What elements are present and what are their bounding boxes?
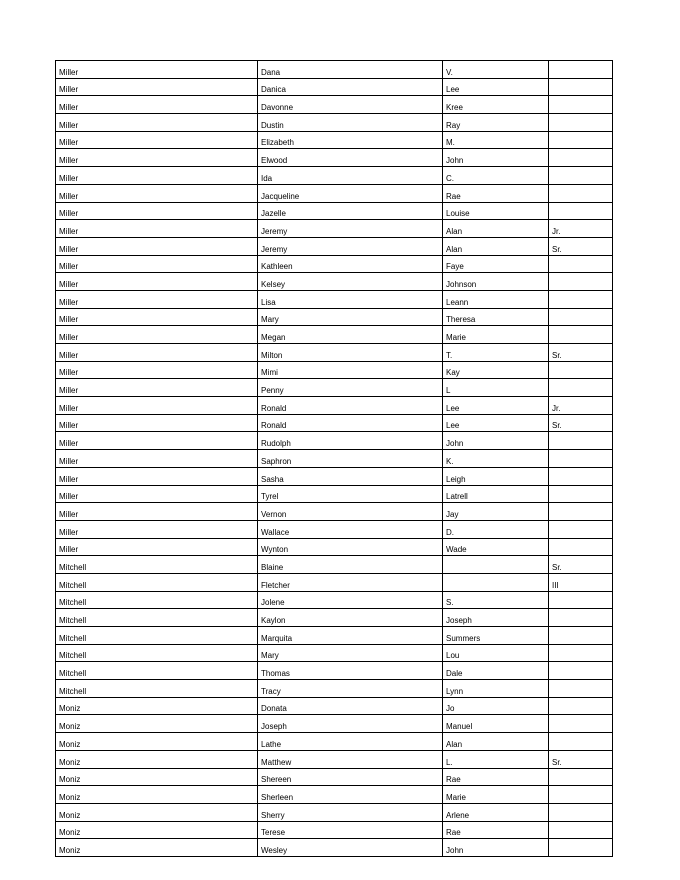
first-name-cell: Lathe xyxy=(258,733,443,751)
first-name-cell: Mimi xyxy=(258,361,443,379)
middle-name-cell: Lee xyxy=(443,397,549,415)
middle-name-cell: Wade xyxy=(443,538,549,556)
suffix-cell xyxy=(549,273,613,291)
last-name-cell: Moniz xyxy=(56,715,258,733)
suffix-cell xyxy=(549,78,613,96)
middle-name-cell: Leann xyxy=(443,290,549,308)
first-name-cell: Marquita xyxy=(258,627,443,645)
suffix-cell xyxy=(549,733,613,751)
table-row xyxy=(56,750,613,768)
middle-name-cell: Louise xyxy=(443,202,549,220)
suffix-cell xyxy=(549,786,613,804)
suffix-cell xyxy=(549,308,613,326)
suffix-cell xyxy=(549,538,613,556)
last-name-cell: Miller xyxy=(56,538,258,556)
first-name-cell: Ronald xyxy=(258,397,443,415)
suffix-cell xyxy=(549,644,613,662)
middle-name-cell: John xyxy=(443,432,549,450)
table-row xyxy=(56,662,613,680)
suffix-cell xyxy=(549,503,613,521)
table-row xyxy=(56,78,613,96)
table-row xyxy=(56,397,613,415)
table-row xyxy=(56,344,613,362)
suffix-cell xyxy=(549,361,613,379)
table-row xyxy=(56,556,613,574)
first-name-cell: Sherry xyxy=(258,803,443,821)
table-row xyxy=(56,414,613,432)
name-table-body xyxy=(56,61,613,857)
first-name-cell: Jolene xyxy=(258,591,443,609)
middle-name-cell: C. xyxy=(443,167,549,185)
suffix-cell xyxy=(549,114,613,132)
table-row xyxy=(56,627,613,645)
table-row xyxy=(56,96,613,114)
suffix-cell xyxy=(549,96,613,114)
table-row xyxy=(56,573,613,591)
first-name-cell: Wynton xyxy=(258,538,443,556)
suffix-cell xyxy=(549,839,613,857)
table-row xyxy=(56,114,613,132)
last-name-cell: Miller xyxy=(56,61,258,79)
suffix-cell xyxy=(549,450,613,468)
suffix-cell xyxy=(549,326,613,344)
middle-name-cell: Leigh xyxy=(443,467,549,485)
first-name-cell: Jeremy xyxy=(258,220,443,238)
middle-name-cell: D. xyxy=(443,520,549,538)
middle-name-cell: Ray xyxy=(443,114,549,132)
first-name-cell: Blaine xyxy=(258,556,443,574)
first-name-cell: Penny xyxy=(258,379,443,397)
suffix-cell xyxy=(549,255,613,273)
first-name-cell: Sherleen xyxy=(258,786,443,804)
last-name-cell: Moniz xyxy=(56,768,258,786)
suffix-cell xyxy=(549,591,613,609)
last-name-cell: Miller xyxy=(56,432,258,450)
first-name-cell: Kaylon xyxy=(258,609,443,627)
table-row xyxy=(56,450,613,468)
first-name-cell: Ida xyxy=(258,167,443,185)
suffix-cell xyxy=(549,697,613,715)
suffix-cell xyxy=(549,184,613,202)
table-row xyxy=(56,184,613,202)
middle-name-cell: Lee xyxy=(443,78,549,96)
last-name-cell: Moniz xyxy=(56,733,258,751)
middle-name-cell: Rae xyxy=(443,768,549,786)
suffix-cell xyxy=(549,821,613,839)
middle-name-cell: Jay xyxy=(443,503,549,521)
table-row xyxy=(56,131,613,149)
last-name-cell: Moniz xyxy=(56,786,258,804)
suffix-cell xyxy=(549,202,613,220)
table-row xyxy=(56,680,613,698)
table-row xyxy=(56,733,613,751)
suffix-cell: Jr. xyxy=(549,397,613,415)
last-name-cell: Mitchell xyxy=(56,644,258,662)
table-row xyxy=(56,273,613,291)
middle-name-cell: Lynn xyxy=(443,680,549,698)
first-name-cell: Tyrel xyxy=(258,485,443,503)
middle-name-cell: Rae xyxy=(443,821,549,839)
table-row xyxy=(56,167,613,185)
middle-name-cell: Faye xyxy=(443,255,549,273)
suffix-cell xyxy=(549,609,613,627)
table-row xyxy=(56,379,613,397)
middle-name-cell: Jo xyxy=(443,697,549,715)
table-row xyxy=(56,432,613,450)
last-name-cell: Miller xyxy=(56,149,258,167)
table-row xyxy=(56,503,613,521)
suffix-cell xyxy=(549,680,613,698)
first-name-cell: Milton xyxy=(258,344,443,362)
last-name-cell: Mitchell xyxy=(56,591,258,609)
last-name-cell: Moniz xyxy=(56,803,258,821)
first-name-cell: Saphron xyxy=(258,450,443,468)
first-name-cell: Mary xyxy=(258,308,443,326)
first-name-cell: Sasha xyxy=(258,467,443,485)
middle-name-cell: Manuel xyxy=(443,715,549,733)
last-name-cell: Miller xyxy=(56,184,258,202)
last-name-cell: Miller xyxy=(56,397,258,415)
first-name-cell: Mary xyxy=(258,644,443,662)
table-row xyxy=(56,591,613,609)
suffix-cell xyxy=(549,715,613,733)
first-name-cell: Ronald xyxy=(258,414,443,432)
suffix-cell xyxy=(549,167,613,185)
last-name-cell: Moniz xyxy=(56,750,258,768)
table-row xyxy=(56,237,613,255)
middle-name-cell: T. xyxy=(443,344,549,362)
first-name-cell: Davonne xyxy=(258,96,443,114)
suffix-cell: Sr. xyxy=(549,414,613,432)
table-row xyxy=(56,538,613,556)
table-row xyxy=(56,803,613,821)
table-row xyxy=(56,467,613,485)
table-row xyxy=(56,786,613,804)
first-name-cell: Kelsey xyxy=(258,273,443,291)
first-name-cell: Donata xyxy=(258,697,443,715)
last-name-cell: Miller xyxy=(56,450,258,468)
middle-name-cell: Latrell xyxy=(443,485,549,503)
table-row xyxy=(56,520,613,538)
first-name-cell: Thomas xyxy=(258,662,443,680)
table-row xyxy=(56,326,613,344)
middle-name-cell xyxy=(443,556,549,574)
first-name-cell: Fletcher xyxy=(258,573,443,591)
first-name-cell: Jazelle xyxy=(258,202,443,220)
suffix-cell: Sr. xyxy=(549,237,613,255)
suffix-cell: Sr. xyxy=(549,344,613,362)
last-name-cell: Miller xyxy=(56,290,258,308)
last-name-cell: Miller xyxy=(56,326,258,344)
suffix-cell xyxy=(549,61,613,79)
middle-name-cell: Arlene xyxy=(443,803,549,821)
middle-name-cell: L xyxy=(443,379,549,397)
table-row xyxy=(56,839,613,857)
middle-name-cell: John xyxy=(443,839,549,857)
middle-name-cell: K. xyxy=(443,450,549,468)
middle-name-cell: Alan xyxy=(443,220,549,238)
first-name-cell: Jacqueline xyxy=(258,184,443,202)
suffix-cell: Sr. xyxy=(549,750,613,768)
suffix-cell xyxy=(549,768,613,786)
table-row xyxy=(56,149,613,167)
last-name-cell: Miller xyxy=(56,361,258,379)
middle-name-cell: Dale xyxy=(443,662,549,680)
suffix-cell xyxy=(549,467,613,485)
suffix-cell: Jr. xyxy=(549,220,613,238)
table-row xyxy=(56,609,613,627)
middle-name-cell: John xyxy=(443,149,549,167)
last-name-cell: Miller xyxy=(56,167,258,185)
table-row xyxy=(56,715,613,733)
last-name-cell: Miller xyxy=(56,202,258,220)
last-name-cell: Miller xyxy=(56,344,258,362)
middle-name-cell: Marie xyxy=(443,786,549,804)
last-name-cell: Miller xyxy=(56,485,258,503)
middle-name-cell: Rae xyxy=(443,184,549,202)
first-name-cell: Rudolph xyxy=(258,432,443,450)
table-row xyxy=(56,361,613,379)
suffix-cell xyxy=(549,131,613,149)
table-row xyxy=(56,697,613,715)
last-name-cell: Miller xyxy=(56,379,258,397)
suffix-cell xyxy=(549,803,613,821)
middle-name-cell: L. xyxy=(443,750,549,768)
first-name-cell: Elwood xyxy=(258,149,443,167)
suffix-cell xyxy=(549,379,613,397)
suffix-cell: Sr. xyxy=(549,556,613,574)
middle-name-cell: M. xyxy=(443,131,549,149)
table-row xyxy=(56,308,613,326)
last-name-cell: Miller xyxy=(56,237,258,255)
middle-name-cell: Summers xyxy=(443,627,549,645)
middle-name-cell: Kay xyxy=(443,361,549,379)
middle-name-cell: Kree xyxy=(443,96,549,114)
suffix-cell xyxy=(549,520,613,538)
last-name-cell: Miller xyxy=(56,308,258,326)
last-name-cell: Mitchell xyxy=(56,662,258,680)
table-row xyxy=(56,220,613,238)
middle-name-cell: Alan xyxy=(443,733,549,751)
last-name-cell: Mitchell xyxy=(56,573,258,591)
name-table xyxy=(55,60,613,857)
first-name-cell: Joseph xyxy=(258,715,443,733)
middle-name-cell: Lou xyxy=(443,644,549,662)
suffix-cell: III xyxy=(549,573,613,591)
last-name-cell: Miller xyxy=(56,114,258,132)
last-name-cell: Miller xyxy=(56,273,258,291)
first-name-cell: Lisa xyxy=(258,290,443,308)
middle-name-cell: Joseph xyxy=(443,609,549,627)
table-row xyxy=(56,61,613,79)
first-name-cell: Dustin xyxy=(258,114,443,132)
suffix-cell xyxy=(549,290,613,308)
suffix-cell xyxy=(549,662,613,680)
middle-name-cell: S. xyxy=(443,591,549,609)
last-name-cell: Mitchell xyxy=(56,680,258,698)
last-name-cell: Mitchell xyxy=(56,556,258,574)
middle-name-cell: Lee xyxy=(443,414,549,432)
first-name-cell: Kathleen xyxy=(258,255,443,273)
last-name-cell: Miller xyxy=(56,96,258,114)
last-name-cell: Moniz xyxy=(56,697,258,715)
table-row xyxy=(56,255,613,273)
first-name-cell: Tracy xyxy=(258,680,443,698)
suffix-cell xyxy=(549,149,613,167)
last-name-cell: Miller xyxy=(56,414,258,432)
first-name-cell: Dana xyxy=(258,61,443,79)
first-name-cell: Elizabeth xyxy=(258,131,443,149)
table-row xyxy=(56,485,613,503)
first-name-cell: Megan xyxy=(258,326,443,344)
last-name-cell: Miller xyxy=(56,131,258,149)
last-name-cell: Moniz xyxy=(56,821,258,839)
last-name-cell: Miller xyxy=(56,520,258,538)
suffix-cell xyxy=(549,627,613,645)
first-name-cell: Wesley xyxy=(258,839,443,857)
table-row xyxy=(56,768,613,786)
table-row xyxy=(56,202,613,220)
suffix-cell xyxy=(549,432,613,450)
first-name-cell: Shereen xyxy=(258,768,443,786)
first-name-cell: Jeremy xyxy=(258,237,443,255)
last-name-cell: Miller xyxy=(56,467,258,485)
table-row xyxy=(56,290,613,308)
table-row xyxy=(56,644,613,662)
first-name-cell: Vernon xyxy=(258,503,443,521)
first-name-cell: Danica xyxy=(258,78,443,96)
middle-name-cell: Alan xyxy=(443,237,549,255)
middle-name-cell: Theresa xyxy=(443,308,549,326)
first-name-cell: Wallace xyxy=(258,520,443,538)
last-name-cell: Miller xyxy=(56,78,258,96)
first-name-cell: Terese xyxy=(258,821,443,839)
middle-name-cell: Marie xyxy=(443,326,549,344)
last-name-cell: Mitchell xyxy=(56,609,258,627)
last-name-cell: Miller xyxy=(56,220,258,238)
last-name-cell: Miller xyxy=(56,503,258,521)
first-name-cell: Matthew xyxy=(258,750,443,768)
last-name-cell: Miller xyxy=(56,255,258,273)
middle-name-cell: Johnson xyxy=(443,273,549,291)
middle-name-cell xyxy=(443,573,549,591)
table-row xyxy=(56,821,613,839)
suffix-cell xyxy=(549,485,613,503)
last-name-cell: Mitchell xyxy=(56,627,258,645)
middle-name-cell: V. xyxy=(443,61,549,79)
last-name-cell: Moniz xyxy=(56,839,258,857)
